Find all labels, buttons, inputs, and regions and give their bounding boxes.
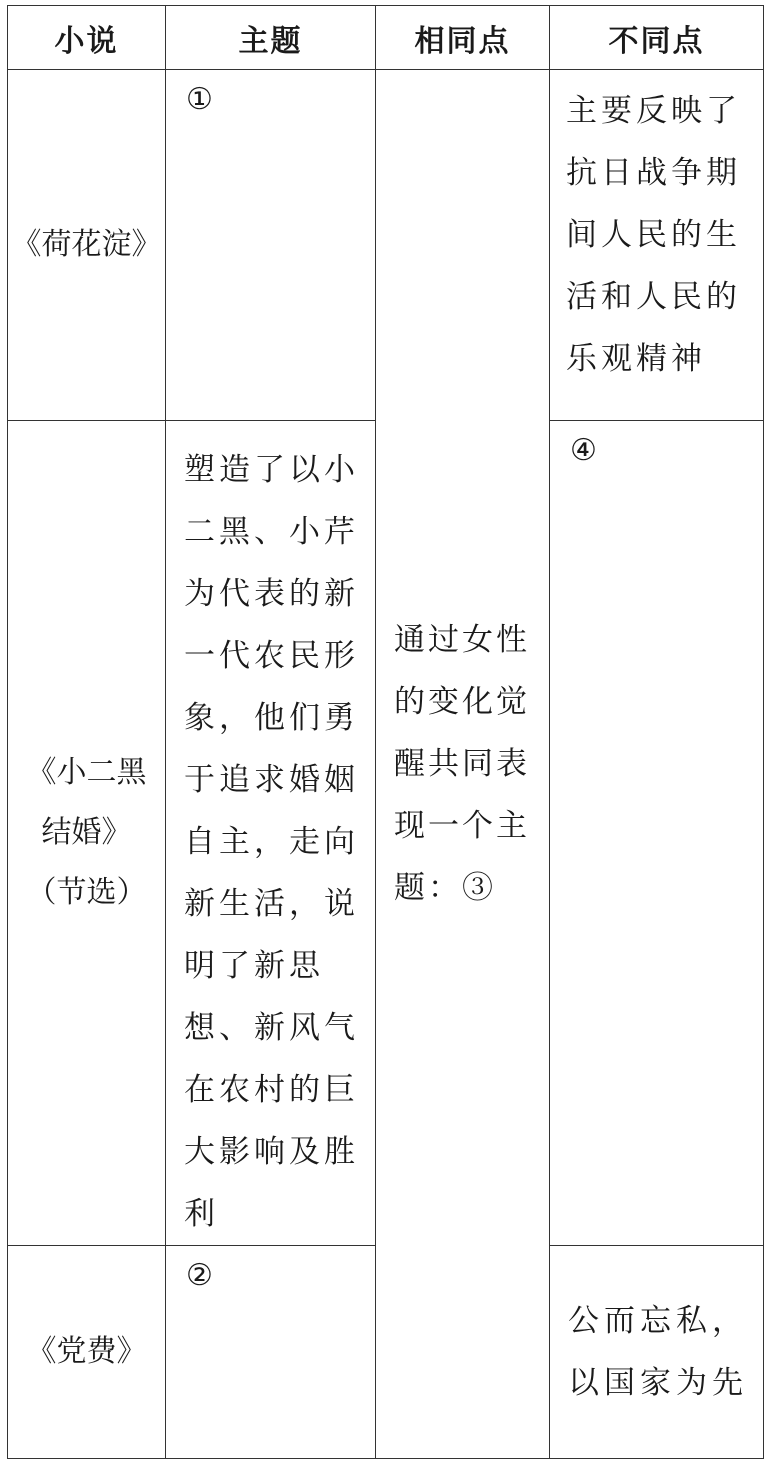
novel-cell: 《荷花淀》 <box>8 70 166 421</box>
table-row <box>8 70 764 421</box>
difference-cell: 公而忘私，以国家为先 <box>550 1246 764 1459</box>
header-similarity: 相同点 <box>376 6 550 70</box>
comparison-table <box>7 5 764 1459</box>
header-novel: 小说 <box>8 6 166 70</box>
theme-cell: ② <box>166 1246 376 1459</box>
table-header-row <box>8 6 764 70</box>
header-theme: 主题 <box>166 6 376 70</box>
theme-cell: ① <box>166 70 376 421</box>
similarity-cell: 通过女性的变化觉醒共同表现一个主题：③ <box>376 70 550 1459</box>
header-difference: 不同点 <box>550 6 764 70</box>
novel-cell: 《小二黑 结婚》 （节选） <box>8 421 166 1246</box>
novel-cell: 《党费》 <box>8 1246 166 1459</box>
difference-cell: 主要反映了抗日战争期间人民的生活和人民的乐观精神 <box>550 70 764 421</box>
difference-cell: ④ <box>550 421 764 1246</box>
theme-cell: 塑造了以小二黑、小芹为代表的新一代农民形象，他们勇于追求婚姻自主，走向新生活，说明了新思想、新风气在农村的巨大影响及胜利 <box>166 421 376 1246</box>
